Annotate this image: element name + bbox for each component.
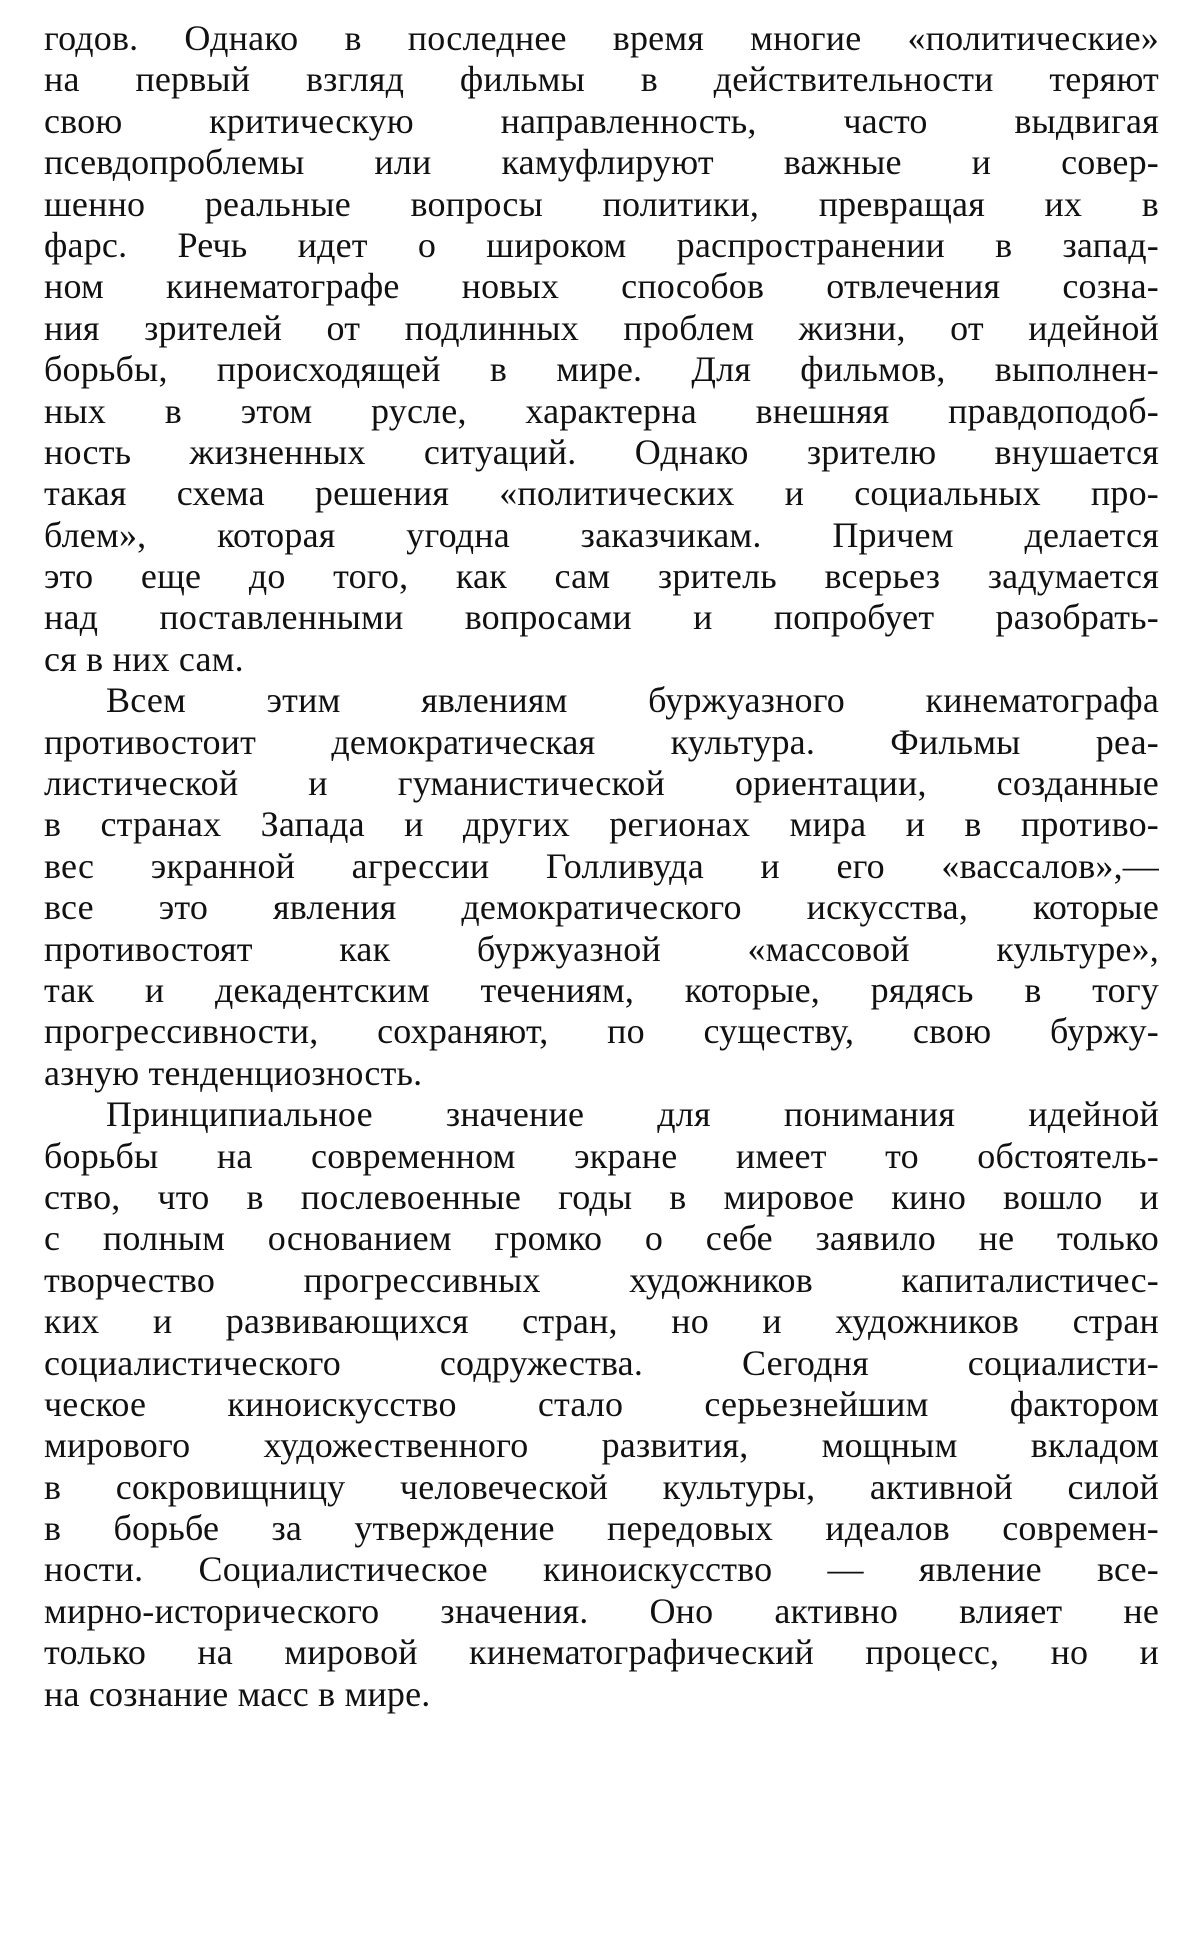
text-line: ческое киноискусство стало серьезнейшим фактором (44, 1383, 1159, 1424)
paragraph-3 (44, 1094, 1159, 1715)
text-line: Всем этим явлениям буржуазного кинематографа (106, 680, 1159, 721)
text-line: творчество прогрессивных художников капиталистичес- (44, 1259, 1159, 1300)
text-line: вес экранной агрессии Голливуда и его «вассалов»,— (44, 845, 1159, 886)
text-line: блем», которая угодна заказчикам. Причем делается (44, 514, 1159, 555)
text-line: социалистического содружества. Сегодня социалисти- (44, 1342, 1159, 1383)
text-line: с полным основанием громко о себе заявило не только (44, 1218, 1159, 1259)
text-line: листической и гуманистической ориентации, созданные (44, 763, 1159, 804)
paragraph-2 (44, 680, 1159, 1094)
text-line: так и декадентским течениям, которые, рядясь в тогу (44, 969, 1159, 1010)
text-line: ся в них сам. (44, 638, 244, 679)
text-line: в странах Запада и других регионах мира и в противо- (44, 804, 1159, 845)
text-line: псевдопроблемы или камуфлируют важные и совер- (44, 142, 1159, 183)
text-line: противостоит демократическая культура. Фильмы реа- (44, 721, 1159, 762)
text-line: свою критическую направленность, часто выдвигая (44, 100, 1159, 141)
text-line: борьбы, происходящей в мире. Для фильмов, выполнен- (44, 349, 1159, 390)
text-line: такая схема решения «политических и социальных про- (44, 473, 1159, 514)
text-line: борьбы на современном экране имеет то обстоятель- (44, 1135, 1159, 1176)
text-line: мирно-исторического значения. Оно активно влияет не (44, 1590, 1159, 1631)
text-line: над поставленными вопросами и попробует разобрать- (44, 597, 1159, 638)
text-line: все это явления демократического искусства, которые (44, 887, 1159, 928)
text-line: ких и развивающихся стран, но и художников стран (44, 1301, 1159, 1342)
text-line: в борьбе за утверждение передовых идеалов современ- (44, 1508, 1159, 1549)
text-line: ния зрителей от подлинных проблем жизни, от идейной (44, 307, 1159, 348)
text-line: в сокровищницу человеческой культуры, активной силой (44, 1466, 1159, 1507)
text-line: мирового художественного развития, мощным вкладом (44, 1425, 1159, 1466)
text-line: ном кинематографе новых способов отвлечения созна- (44, 266, 1159, 307)
text-line: только на мировой кинематографический процесс, но и (44, 1632, 1159, 1673)
paragraph-1 (44, 18, 1159, 680)
text-line: ности. Социалистическое киноискусство — явление все- (44, 1549, 1159, 1590)
text-line: на сознание масс в мире. (44, 1673, 431, 1714)
text-line: противостоят как буржуазной «массовой культуре», (44, 928, 1159, 969)
text-line: ство, что в послевоенные годы в мировое кино вошло и (44, 1176, 1159, 1217)
text-line: прогрессивности, сохраняют, по существу, свою буржу- (44, 1011, 1159, 1052)
text-line: шенно реальные вопросы политики, превращая их в (44, 183, 1159, 224)
text-line: Принципиальное значение для понимания идейной (106, 1094, 1159, 1135)
text-line: ных в этом русле, характерна внешняя правдоподоб- (44, 390, 1159, 431)
text-line: это еще до того, как сам зритель всерьез задумается (44, 556, 1159, 597)
text-line: на первый взгляд фильмы в действительности теряют (44, 59, 1159, 100)
text-line: азную тенденциозность. (44, 1052, 423, 1093)
text-line: ность жизненных ситуаций. Однако зрителю внушается (44, 431, 1159, 472)
book-page (44, 18, 1159, 1715)
text-line: фарс. Речь идет о широком распространении в запад- (44, 224, 1159, 265)
text-line: годов. Однако в последнее время многие «политические» (44, 18, 1159, 58)
